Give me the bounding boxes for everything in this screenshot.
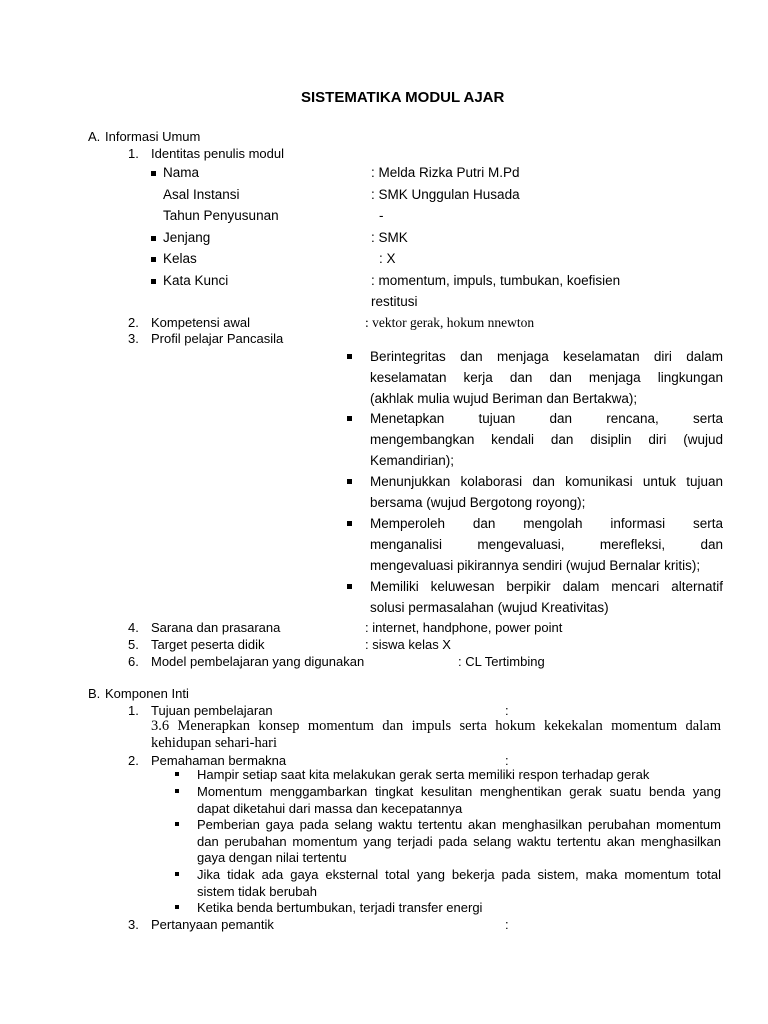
field-jenjang-value: : SMK xyxy=(371,230,408,245)
tujuan-text xyxy=(151,718,721,752)
field-kelas-label: Kelas xyxy=(163,251,197,266)
bullet-line: dapat diketahui dari massa dan kecepatannya xyxy=(197,800,463,816)
pancasila-bullet-1 xyxy=(370,346,723,409)
bullet-line: solusi permasalahan (wujud Kreativitas) xyxy=(370,600,609,615)
bullet-line: (akhlak mulia wujud Beriman dan Bertakwa); xyxy=(370,391,638,406)
item-a3-number: 3. xyxy=(128,331,139,346)
bullet-icon xyxy=(175,789,179,793)
bullet-line: Memperoleh dan mengolah informasi serta xyxy=(370,516,723,531)
item-a5-number: 5. xyxy=(128,637,139,652)
item-a5-label: Target peserta didik xyxy=(151,637,265,652)
field-tahun-value: - xyxy=(379,208,384,223)
item-a2-value: : vektor gerak, hokum nnewton xyxy=(365,315,535,330)
item-a2-label: Kompetensi awal xyxy=(151,315,250,330)
pancasila-bullet-5 xyxy=(370,576,723,618)
item-a4-number: 4. xyxy=(128,620,139,635)
item-b1-colon: : xyxy=(505,703,509,718)
bullet-line: gaya dengan nilai tertentu xyxy=(197,850,347,865)
bullet-line: Momentum menggambarkan tingkat kesulitan menghentikan gerak suatu benda yang xyxy=(197,784,721,799)
section-a-marker: A. xyxy=(88,129,101,144)
field-nama-value: : Melda Rizka Putri M.Pd xyxy=(371,165,520,180)
bullet-line: Berintegritas dan menjaga keselamatan diri dalam xyxy=(370,349,723,364)
field-kunci-value-2: restitusi xyxy=(371,294,418,309)
bullet-line: mengevaluasi pikirannya sendiri (wujud Bernalar kritis); xyxy=(370,558,701,573)
field-tahun-label: Tahun Penyusunan xyxy=(163,208,279,223)
bullet-line: Menunjukkan kolaborasi dan komunikasi untuk tujuan xyxy=(370,474,723,489)
pancasila-bullet-2 xyxy=(370,408,723,471)
bullet-icon xyxy=(151,257,156,262)
pemahaman-bullet-4 xyxy=(197,867,721,900)
item-a5-value: : siswa kelas X xyxy=(365,637,451,652)
bullet-line: Pemberian gaya pada selang waktu tertentu akan menghasilkan perubahan momentum xyxy=(197,817,721,832)
bullet-line: bersama (wujud Bergotong royong); xyxy=(370,495,586,510)
bullet-icon xyxy=(347,354,352,359)
field-jenjang-label: Jenjang xyxy=(163,230,211,245)
pemahaman-bullet-5 xyxy=(197,900,721,917)
bullet-icon xyxy=(347,584,352,589)
bullet-icon xyxy=(175,772,179,776)
pancasila-bullet-3 xyxy=(370,471,723,513)
item-a3-label: Profil pelajar Pancasila xyxy=(151,331,284,346)
bullet-line: Jika tidak ada gaya eksternal total yang bekerja pada sistem, maka momentum total xyxy=(197,867,721,882)
page-title: SISTEMATIKA MODUL AJAR xyxy=(301,89,505,106)
item-a2-number: 2. xyxy=(128,315,139,330)
bullet-icon xyxy=(151,279,156,284)
bullet-icon xyxy=(347,479,352,484)
section-b-marker: B. xyxy=(88,686,101,701)
item-b3-number: 3. xyxy=(128,917,139,932)
bullet-line: keselamatan kerja dan dan menjaga lingkungan xyxy=(370,370,723,385)
bullet-line: Memiliki keluwesan berpikir dalam mencari alternatif xyxy=(370,579,723,594)
section-b-heading: Komponen Inti xyxy=(105,686,189,701)
item-b1-label: Tujuan pembelajaran xyxy=(151,703,273,718)
bullet-line: dan perubahan momentum yang terjadi pada selang waktu tertentu akan menghasilkan xyxy=(197,833,721,849)
pemahaman-bullet-2 xyxy=(197,784,721,817)
item-a4-value: : internet, handphone, power point xyxy=(365,620,563,635)
item-a4-label: Sarana dan prasarana xyxy=(151,620,281,635)
item-a6-number: 6. xyxy=(128,654,139,669)
pancasila-bullet-4 xyxy=(370,513,723,576)
tujuan-line: kehidupan sehari-hari xyxy=(151,735,278,751)
field-kunci-label: Kata Kunci xyxy=(163,273,229,288)
item-b2-number: 2. xyxy=(128,753,139,768)
bullet-icon xyxy=(151,236,156,241)
pemahaman-bullet-1 xyxy=(197,767,721,784)
bullet-line: Kemandirian); xyxy=(370,453,455,468)
field-instansi-value: : SMK Unggulan Husada xyxy=(371,187,520,202)
bullet-line: Hampir setiap saat kita melakukan gerak serta memiliki respon terhadap gerak xyxy=(197,767,650,782)
item-b2-colon: : xyxy=(505,753,509,768)
bullet-line: menganalisi mengevaluasi, merefleksi, dan xyxy=(370,537,723,552)
field-kelas-value: : X xyxy=(379,251,396,266)
bullet-line: mengembangkan kendali dan disiplin diri (wujud xyxy=(370,432,723,447)
bullet-line: sistem tidak berubah xyxy=(197,883,317,899)
field-nama-label: Nama xyxy=(163,165,200,180)
bullet-icon xyxy=(347,416,352,421)
item-a6-label: Model pembelajaran yang digunakan xyxy=(151,654,365,669)
section-a-heading: Informasi Umum xyxy=(105,129,201,144)
bullet-line: Ketika benda bertumbukan, terjadi transfer energi xyxy=(197,900,483,915)
item-b3-label: Pertanyaan pemantik xyxy=(151,917,274,932)
field-instansi-label: Asal Instansi xyxy=(163,187,240,202)
bullet-icon xyxy=(175,905,179,909)
item-b1-number: 1. xyxy=(128,703,139,718)
item-b3-colon: : xyxy=(505,917,509,932)
pemahaman-bullet-3 xyxy=(197,817,721,867)
bullet-icon xyxy=(151,171,156,176)
bullet-icon xyxy=(347,521,352,526)
bullet-icon xyxy=(175,872,179,876)
item-a1-label: Identitas penulis modul xyxy=(151,146,284,161)
bullet-icon xyxy=(175,822,179,826)
item-b2-label: Pemahaman bermakna xyxy=(151,753,287,768)
item-a6-value: : CL Tertimbing xyxy=(458,654,545,669)
tujuan-line: 3.6 Menerapkan konsep momentum dan impuls serta hokum kekekalan momentum dalam xyxy=(151,718,721,734)
item-a1-number: 1. xyxy=(128,146,139,161)
field-kunci-value-1: : momentum, impuls, tumbukan, koefisien xyxy=(371,273,621,288)
bullet-line: Menetapkan tujuan dan rencana, serta xyxy=(370,411,723,426)
